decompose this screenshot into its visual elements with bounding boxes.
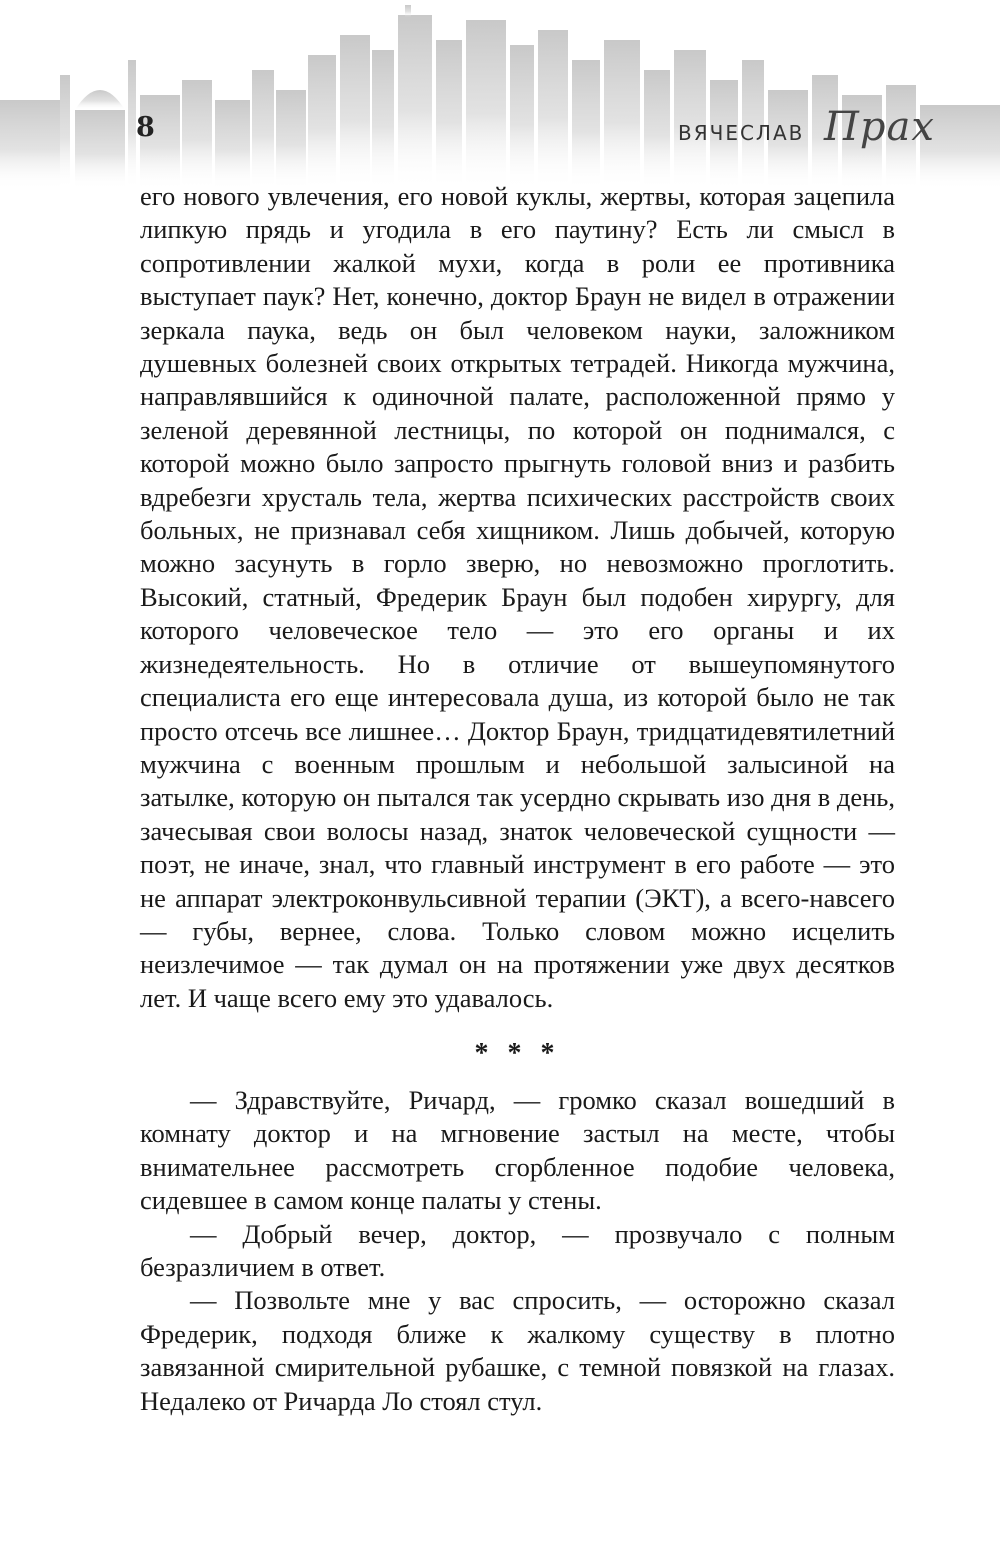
page-header <box>0 0 1000 190</box>
dialogue-block <box>140 1084 895 1418</box>
dialogue-line: — Здравствуйте, Ричард, — громко сказал вошедший в комнату доктор и на мгновение застыл на месте, чтобы внимательнее рассмотреть сгорбленное подобие человека, сидевшее в самом конце палаты у стены. <box>140 1085 895 1216</box>
page-number: 8 <box>136 112 155 143</box>
dialogue-line: — Позвольте мне у вас спросить, — осторожно сказал Фредерик, подходя ближе к жалкому существу в плотно завязанной смирительной рубашке, с темной повязкой на глазах. Недалеко от Ричарда Ло стоял стул. <box>140 1285 895 1416</box>
paragraph: его нового увлечения, его новой куклы, жертвы, которая зацепила липкую прядь и угодила в его паутину? Есть ли смысл в сопротивлении жалкой мухи, когда в роли ее противника выступает паук? Нет, конечно, доктор Браун не видел в отражении зеркала паука, ведь он был человеком науки, заложником душевных болезней своих открытых тетрадей. Никогда мужчина, направлявшийся к одиночной палате, расположенной прямо у зеленой деревянной лестницы, по которой он поднимался, с которой можно было запросто прыгнуть головой вниз и разбить вдребезги хрусталь тела, жертва психических расстройств своих больных, не признавал себя хищником. Лишь добычей, которую можно засунуть в горло зверю, но невозможно проглотить. Высокий, статный, Фредерик Браун был подобен хирургу, для которого человеческое тело — это его органы и их жизнедеятельность. Но в отличие от вышеупомянутого специалиста его еще интересовала душа, из которой было не так просто отсечь все лишнее… Доктор Браун, тридцатидевятилетний мужчина с военным прошлым и небольшой залысиной на затылке, которую он пытался так усердно скрывать изо дня в день, зачесывая свои волосы назад, знаток человеческой сущности — поэт, не иначе, знал, что главный инструмент в его работе — это не аппарат электроконвульсивной терапии (ЭКТ), а всего-навсего — губы, вернее, слова. Только словом можно исцелить неизлечимое — так думал он на протяжении уже двух десятков лет. И чаще всего ему это удавалось. <box>140 181 895 1013</box>
narrative-text <box>140 180 895 1015</box>
author-name: ВЯЧЕСЛАВ <box>678 121 805 145</box>
dialogue-line: — Добрый вечер, доктор, — прозвучало с полным безразличием в ответ. <box>140 1218 895 1283</box>
section-separator: * * * <box>474 1038 561 1069</box>
book-title: Прах <box>824 104 935 150</box>
